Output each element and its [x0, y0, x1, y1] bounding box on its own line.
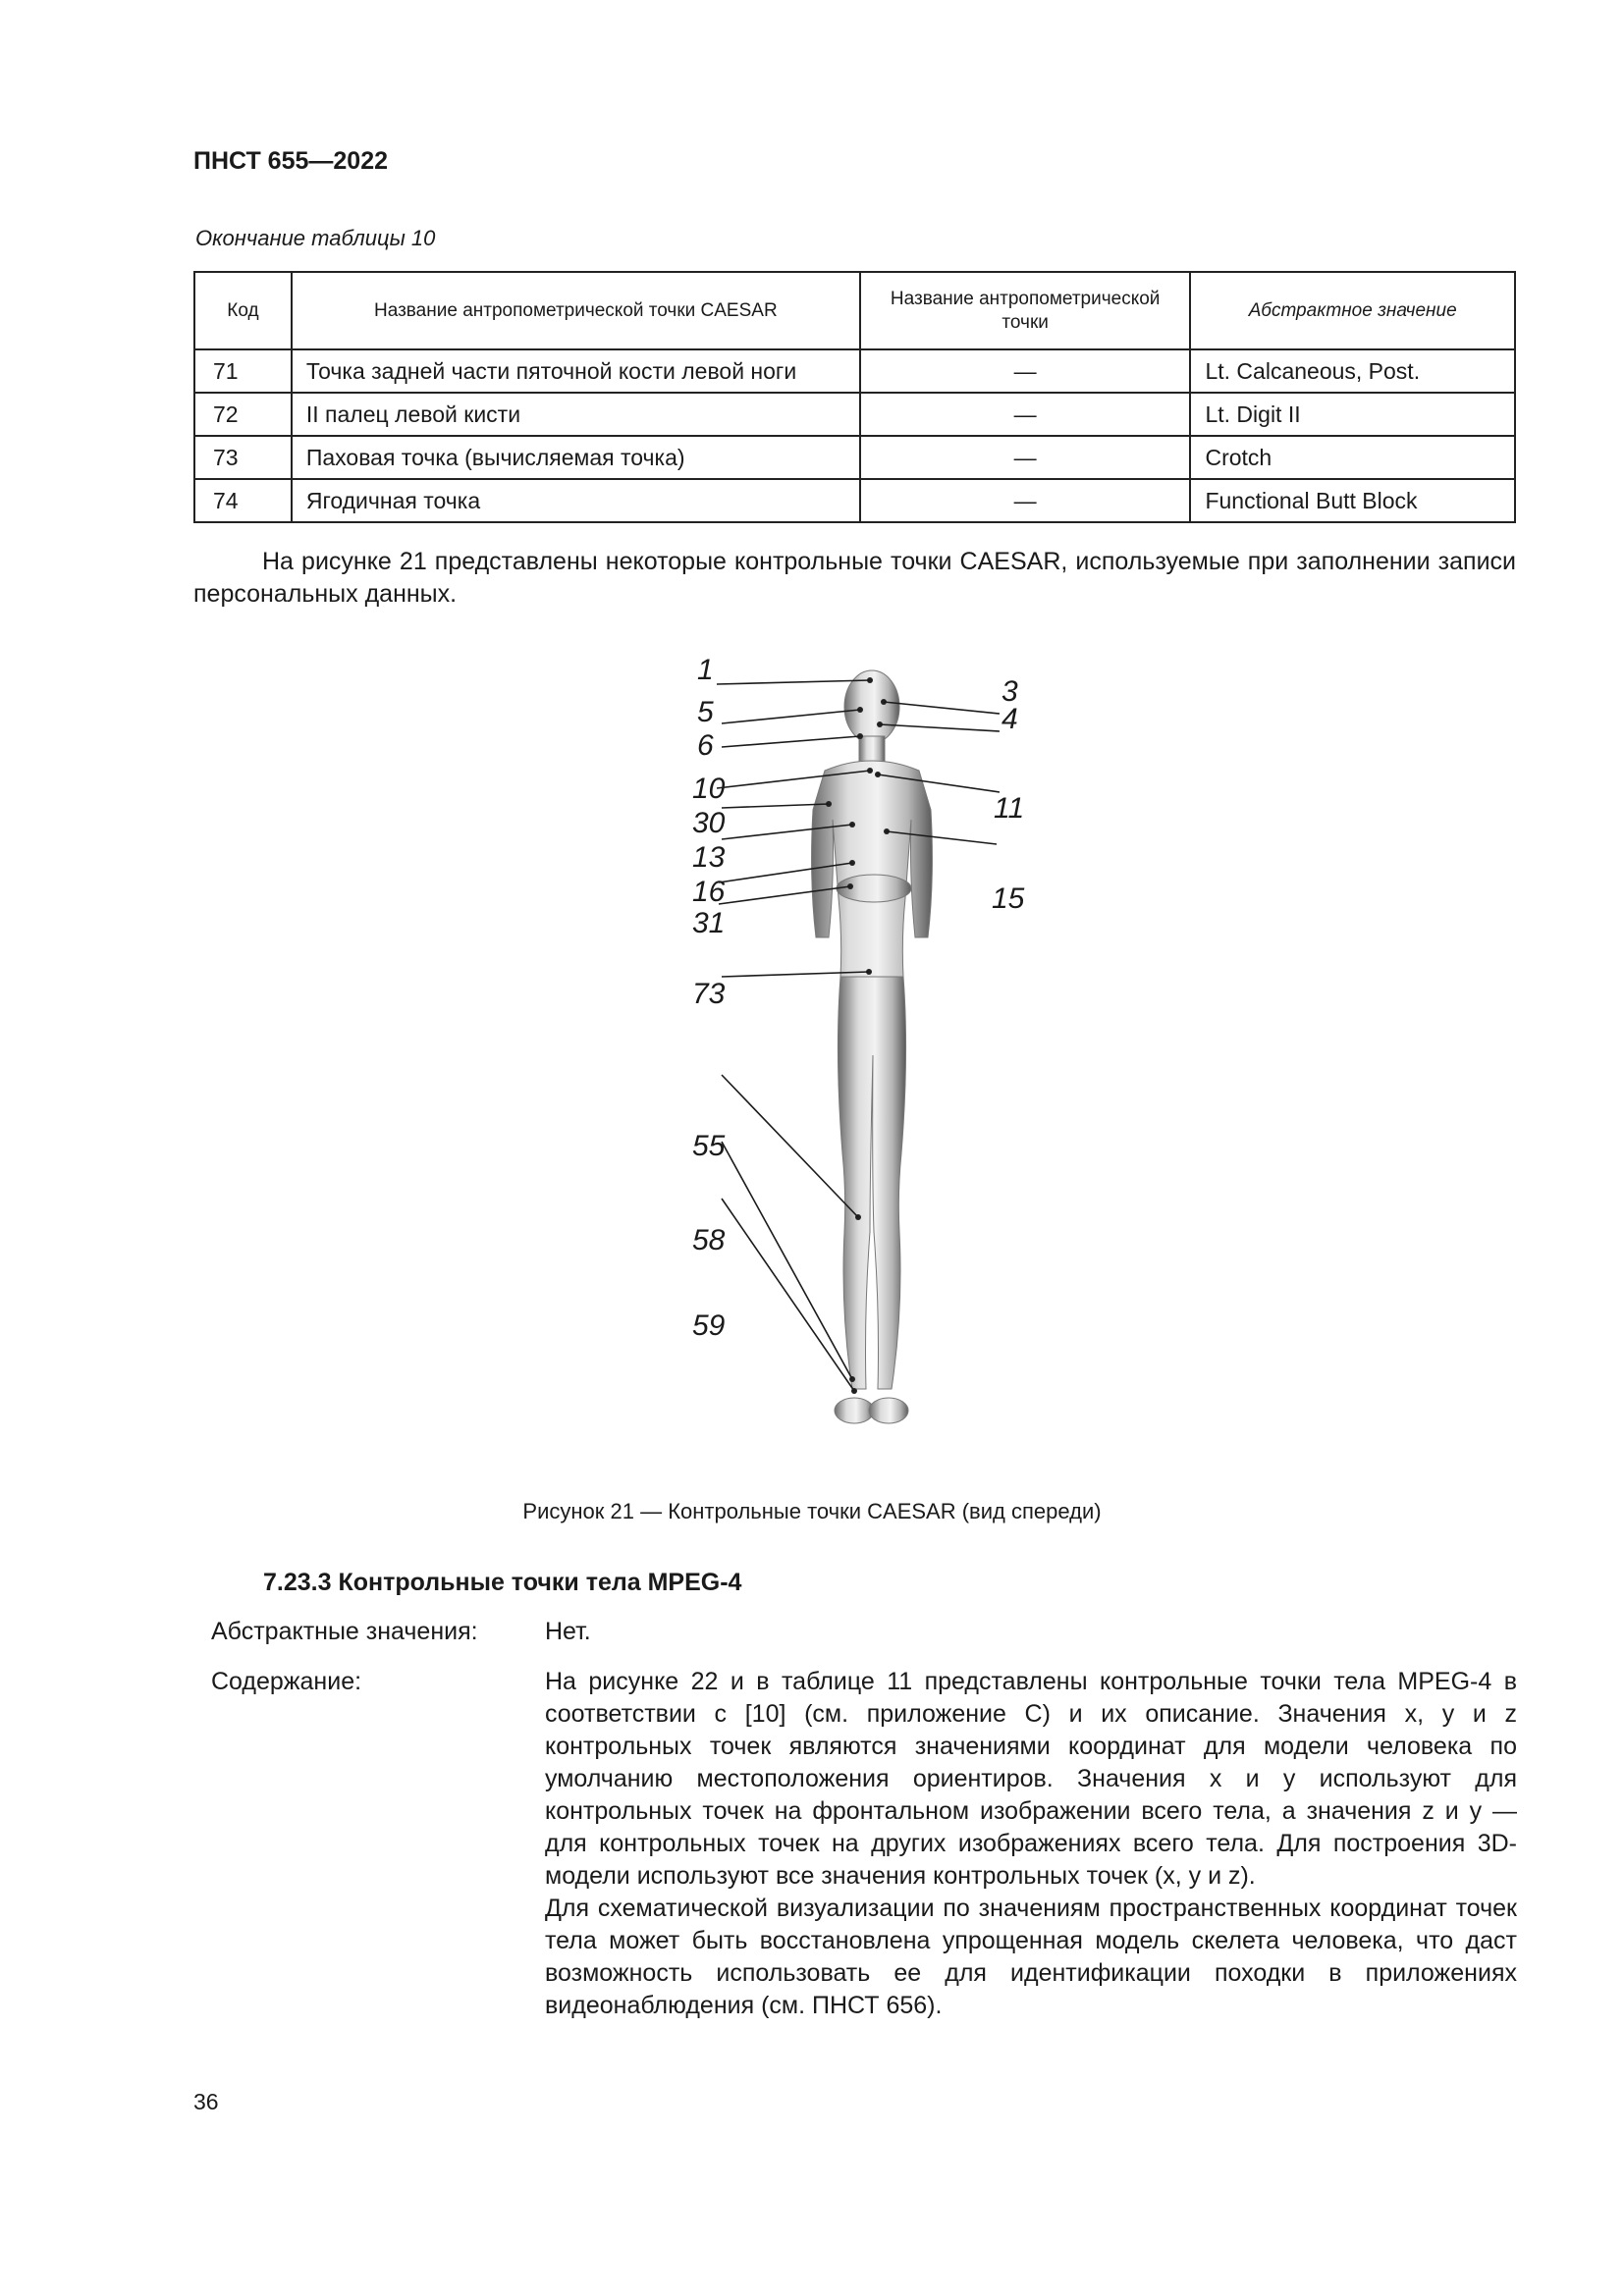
table-row	[194, 393, 1515, 436]
document-code: ПНСТ 655—2022	[193, 147, 388, 175]
cell-code: 72	[194, 393, 292, 436]
cell-point-name: —	[860, 393, 1191, 436]
header-code: Код	[194, 272, 292, 349]
cell-abstract-value: Crotch	[1190, 436, 1515, 479]
body-figure	[677, 643, 1051, 1477]
label-13: 13	[692, 841, 726, 874]
table-caption: Окончание таблицы 10	[195, 226, 436, 250]
cell-point-name: —	[860, 436, 1191, 479]
cell-point-name: —	[860, 349, 1191, 393]
abstract-values-value: Нет.	[545, 1618, 591, 1645]
content-label: Содержание:	[211, 1668, 362, 1695]
label-73: 73	[692, 978, 726, 1010]
table-row	[194, 436, 1515, 479]
cell-caesar-name: Паховая точка (вычисляемая точка)	[292, 436, 860, 479]
abstract-values-label: Абстрактные значения:	[211, 1618, 478, 1645]
label-4: 4	[1001, 703, 1018, 735]
cell-code: 71	[194, 349, 292, 393]
label-10: 10	[692, 773, 726, 805]
table-header-row	[194, 272, 1515, 349]
label-15: 15	[992, 882, 1025, 915]
cell-code: 73	[194, 436, 292, 479]
table-10	[193, 271, 1516, 523]
label-11: 11	[994, 792, 1025, 825]
label-30: 30	[692, 807, 726, 839]
figure-caption: Рисунок 21 — Контрольные точки CAESAR (вид спереди)	[522, 1499, 1102, 1523]
label-31: 31	[692, 907, 726, 939]
page-number: 36	[193, 2089, 219, 2114]
human-body-silhouette	[812, 670, 933, 1423]
label-5: 5	[697, 696, 714, 728]
cell-abstract-value: Lt. Digit II	[1190, 393, 1515, 436]
cell-caesar-name: Ягодичная точка	[292, 479, 860, 522]
label-16: 16	[692, 876, 726, 908]
label-3: 3	[1001, 675, 1018, 708]
content-paragraph-2: Для схематической визуализации по значениям пространственных координат точек тела может быть восстановлена упрощенная модель скелета человека, что даст возможность использовать ее для идентификации походки в приложениях видеонаблюдения (см. ПНСТ 656).	[545, 1895, 1517, 2019]
label-6: 6	[697, 729, 714, 762]
section-heading: 7.23.3 Контрольные точки тела MPEG-4	[263, 1569, 742, 1596]
header-caesar-name: Название антропометрической точки CAESAR	[292, 272, 860, 349]
cell-point-name: —	[860, 479, 1191, 522]
cell-abstract-value: Functional Butt Block	[1190, 479, 1515, 522]
cell-code: 74	[194, 479, 292, 522]
label-1: 1	[697, 654, 714, 686]
table-row	[194, 349, 1515, 393]
header-abstract-value: Абстрактное значение	[1190, 272, 1515, 349]
label-59: 59	[692, 1309, 726, 1342]
cell-caesar-name: Точка задней части пяточной кости левой ноги	[292, 349, 860, 393]
label-58: 58	[692, 1224, 726, 1256]
intro-paragraph: На рисунке 21 представлены некоторые контрольные точки CAESAR, используемые при заполнении записи персональных данных.	[193, 548, 1516, 608]
content-paragraph-1: На рисунке 22 и в таблице 11 представлены контрольные точки тела MPEG-4 в соответствии с [10] (см. приложение С) и их описание. Значения x, y и z контрольных точек являются значениями координат для модели человека по умолчанию местоположения ориентиров. Значения x и y используют для контрольных точек на фронтальном изображении всего тела, а значения z и y — для контрольных точек на других изображениях всего тела. Для построения 3D-модели используют все значения контрольных точек (x, y и z).	[545, 1668, 1517, 1890]
cell-abstract-value: Lt. Calcaneous, Post.	[1190, 349, 1515, 393]
cell-caesar-name: II палец левой кисти	[292, 393, 860, 436]
label-55: 55	[692, 1130, 726, 1162]
header-point-name: Название антропометрической точки	[860, 272, 1191, 349]
table-row	[194, 479, 1515, 522]
content-body	[545, 1666, 1517, 2022]
